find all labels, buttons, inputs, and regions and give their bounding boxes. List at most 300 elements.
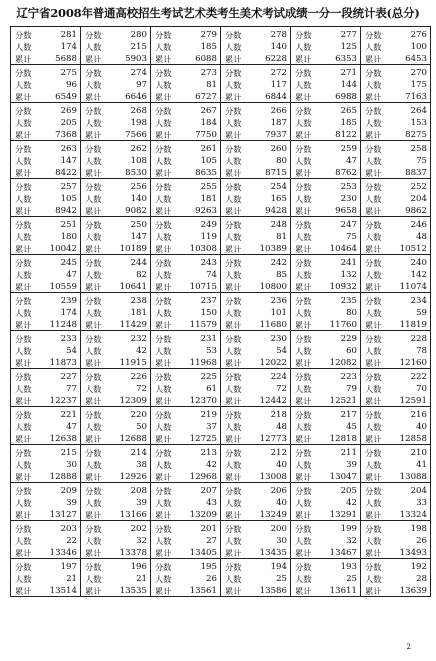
count-label: 人数	[225, 422, 242, 432]
score-cell	[291, 255, 361, 293]
count-value: 42	[346, 498, 357, 508]
count-line	[225, 459, 287, 471]
score-cell	[361, 521, 431, 559]
count-label: 人数	[85, 118, 102, 128]
score-line	[295, 295, 357, 307]
count-value: 187	[270, 118, 287, 128]
cumulative-line	[155, 585, 217, 597]
cumulative-line	[365, 433, 427, 445]
cumulative-line	[85, 281, 147, 293]
score-line	[295, 561, 357, 573]
count-label: 人数	[155, 422, 172, 432]
score-cell	[11, 65, 81, 103]
cumulative-label: 累计	[15, 282, 32, 292]
cumulative-line	[365, 319, 427, 331]
cumulative-label: 累计	[85, 282, 102, 292]
score-label: 分数	[155, 448, 172, 458]
cumulative-value: 8715	[265, 168, 287, 178]
cumulative-line	[365, 281, 427, 293]
count-line	[365, 79, 427, 91]
score-value: 193	[340, 562, 357, 572]
count-line	[155, 193, 217, 205]
count-label: 人数	[15, 346, 32, 356]
score-line	[365, 257, 427, 269]
cumulative-value: 11915	[119, 358, 147, 368]
count-value: 108	[130, 156, 147, 166]
score-value: 260	[270, 144, 287, 154]
cumulative-value: 12160	[399, 358, 427, 368]
score-value: 255	[200, 182, 217, 192]
score-label: 分数	[225, 524, 242, 534]
cumulative-value: 5688	[55, 54, 77, 64]
count-line	[85, 459, 147, 471]
count-line	[155, 117, 217, 129]
cumulative-line	[225, 357, 287, 369]
count-line	[225, 269, 287, 281]
count-line	[85, 307, 147, 319]
table-row	[11, 65, 431, 103]
count-value: 140	[270, 42, 287, 52]
cumulative-line	[15, 281, 77, 293]
cumulative-label: 累计	[155, 548, 172, 558]
cumulative-value: 10308	[189, 244, 217, 254]
count-value: 25	[346, 574, 357, 584]
score-label: 分数	[295, 562, 312, 572]
score-label: 分数	[155, 486, 172, 496]
score-line	[365, 105, 427, 117]
cumulative-line	[295, 129, 357, 141]
score-value: 226	[130, 372, 147, 382]
count-value: 181	[200, 194, 217, 204]
count-label: 人数	[15, 194, 32, 204]
count-line	[155, 459, 217, 471]
score-cell	[291, 559, 361, 597]
score-value: 249	[200, 220, 217, 230]
cumulative-value: 12370	[189, 396, 217, 406]
score-cell	[291, 483, 361, 521]
score-value: 248	[270, 220, 287, 230]
score-value: 239	[60, 296, 77, 306]
score-cell	[221, 141, 291, 179]
table-row	[11, 255, 431, 293]
count-line	[225, 307, 287, 319]
cumulative-value: 10464	[329, 244, 357, 254]
score-value: 194	[270, 562, 287, 572]
cumulative-label: 累计	[295, 510, 312, 520]
score-line	[155, 485, 217, 497]
score-cell	[151, 521, 221, 559]
score-cell	[11, 27, 81, 65]
count-value: 54	[276, 346, 287, 356]
count-line	[365, 41, 427, 53]
score-cell	[361, 65, 431, 103]
cumulative-line	[295, 585, 357, 597]
cumulative-value: 11579	[189, 320, 217, 330]
count-line	[15, 193, 77, 205]
count-value: 32	[346, 536, 357, 546]
count-label: 人数	[85, 194, 102, 204]
score-value: 227	[60, 372, 77, 382]
cumulative-value: 8837	[405, 168, 427, 178]
count-value: 82	[136, 270, 147, 280]
cumulative-label: 累计	[85, 92, 102, 102]
count-label: 人数	[295, 574, 312, 584]
score-value: 263	[60, 144, 77, 154]
score-cell	[81, 27, 151, 65]
score-label: 分数	[365, 220, 382, 230]
count-line	[85, 383, 147, 395]
score-line	[155, 143, 217, 155]
cumulative-line	[225, 53, 287, 65]
cumulative-line	[15, 129, 77, 141]
count-value: 61	[206, 384, 217, 394]
cumulative-value: 7566	[125, 130, 147, 140]
score-cell	[11, 217, 81, 255]
score-label: 分数	[225, 562, 242, 572]
cumulative-line	[225, 319, 287, 331]
score-label: 分数	[225, 334, 242, 344]
cumulative-label: 累计	[225, 282, 242, 292]
score-label: 分数	[155, 410, 172, 420]
score-cell	[361, 331, 431, 369]
score-label: 分数	[295, 68, 312, 78]
cumulative-value: 13209	[189, 510, 217, 520]
count-label: 人数	[15, 308, 32, 318]
cumulative-label: 累计	[365, 510, 382, 520]
cumulative-value: 7750	[195, 130, 217, 140]
score-cell	[81, 179, 151, 217]
cumulative-line	[365, 205, 427, 217]
score-label: 分数	[365, 144, 382, 154]
count-value: 180	[60, 232, 77, 242]
score-cell	[11, 331, 81, 369]
count-value: 97	[136, 80, 147, 90]
score-label: 分数	[225, 30, 242, 40]
cumulative-value: 9263	[195, 206, 217, 216]
score-value: 213	[200, 448, 217, 458]
score-line	[295, 29, 357, 41]
score-line	[365, 181, 427, 193]
score-cell	[221, 445, 291, 483]
count-value: 27	[206, 536, 217, 546]
count-label: 人数	[15, 156, 32, 166]
count-label: 人数	[15, 384, 32, 394]
count-line	[225, 383, 287, 395]
cumulative-label: 累计	[155, 586, 172, 596]
count-line	[15, 421, 77, 433]
count-value: 147	[130, 232, 147, 242]
score-label: 分数	[155, 258, 172, 268]
count-value: 85	[276, 270, 287, 280]
count-value: 43	[206, 498, 217, 508]
score-value: 243	[200, 258, 217, 268]
score-cell	[151, 369, 221, 407]
score-cell	[81, 293, 151, 331]
score-line	[85, 485, 147, 497]
count-value: 174	[60, 42, 77, 52]
count-line	[155, 497, 217, 509]
count-line	[225, 193, 287, 205]
count-label: 人数	[365, 42, 382, 52]
score-line	[365, 333, 427, 345]
score-cell	[221, 255, 291, 293]
cumulative-line	[155, 357, 217, 369]
count-label: 人数	[155, 308, 172, 318]
count-label: 人数	[85, 422, 102, 432]
count-line	[155, 231, 217, 243]
score-label: 分数	[85, 220, 102, 230]
score-label: 分数	[15, 448, 32, 458]
count-value: 125	[340, 42, 357, 52]
count-line	[295, 269, 357, 281]
count-value: 100	[410, 42, 427, 52]
count-line	[295, 307, 357, 319]
cumulative-line	[155, 395, 217, 407]
cumulative-line	[225, 433, 287, 445]
score-value: 207	[200, 486, 217, 496]
score-line	[155, 29, 217, 41]
cumulative-line	[85, 129, 147, 141]
cumulative-line	[365, 547, 427, 559]
cumulative-value: 9082	[125, 206, 147, 216]
count-value: 153	[410, 118, 427, 128]
score-label: 分数	[155, 106, 172, 116]
count-value: 26	[416, 536, 427, 546]
score-value: 235	[340, 296, 357, 306]
cumulative-line	[85, 395, 147, 407]
score-line	[85, 143, 147, 155]
cumulative-label: 累计	[155, 130, 172, 140]
cumulative-value: 13127	[49, 510, 77, 520]
count-line	[15, 497, 77, 509]
score-value: 247	[340, 220, 357, 230]
score-value: 268	[130, 106, 147, 116]
count-line	[85, 231, 147, 243]
cumulative-value: 6988	[335, 92, 357, 102]
count-line	[15, 345, 77, 357]
score-value: 254	[270, 182, 287, 192]
count-label: 人数	[15, 536, 32, 546]
cumulative-label: 累计	[85, 472, 102, 482]
cumulative-label: 累计	[15, 206, 32, 216]
score-label: 分数	[295, 30, 312, 40]
cumulative-line	[155, 53, 217, 65]
score-value: 256	[130, 182, 147, 192]
score-label: 分数	[85, 68, 102, 78]
score-value: 262	[130, 144, 147, 154]
score-value: 205	[340, 486, 357, 496]
score-value: 197	[60, 562, 77, 572]
score-cell	[81, 141, 151, 179]
cumulative-label: 累计	[155, 434, 172, 444]
count-value: 117	[270, 80, 287, 90]
cumulative-line	[155, 281, 217, 293]
score-line	[155, 447, 217, 459]
score-cell	[81, 217, 151, 255]
count-line	[225, 497, 287, 509]
score-cell	[151, 331, 221, 369]
score-label: 分数	[225, 296, 242, 306]
count-value: 165	[270, 194, 287, 204]
score-label: 分数	[365, 562, 382, 572]
count-line	[365, 307, 427, 319]
cumulative-line	[155, 205, 217, 217]
count-value: 54	[66, 346, 77, 356]
count-line	[295, 421, 357, 433]
score-line	[85, 67, 147, 79]
score-label: 分数	[85, 258, 102, 268]
count-line	[155, 383, 217, 395]
count-value: 21	[136, 574, 147, 584]
score-label: 分数	[155, 562, 172, 572]
count-value: 204	[410, 194, 427, 204]
cumulative-label: 累计	[15, 168, 32, 178]
score-label: 分数	[365, 372, 382, 382]
cumulative-line	[365, 167, 427, 179]
cumulative-line	[295, 395, 357, 407]
count-line	[295, 41, 357, 53]
count-label: 人数	[365, 384, 382, 394]
count-value: 185	[200, 42, 217, 52]
count-label: 人数	[85, 384, 102, 394]
cumulative-value: 12082	[329, 358, 357, 368]
cumulative-line	[15, 53, 77, 65]
count-label: 人数	[155, 42, 172, 52]
score-label: 分数	[365, 296, 382, 306]
cumulative-label: 累计	[365, 396, 382, 406]
count-label: 人数	[155, 270, 172, 280]
count-value: 142	[410, 270, 427, 280]
score-cell	[361, 559, 431, 597]
count-label: 人数	[85, 156, 102, 166]
count-line	[295, 573, 357, 585]
count-label: 人数	[15, 270, 32, 280]
cumulative-line	[365, 395, 427, 407]
score-value: 237	[200, 296, 217, 306]
count-line	[85, 79, 147, 91]
score-label: 分数	[295, 334, 312, 344]
score-line	[15, 181, 77, 193]
score-value: 272	[270, 68, 287, 78]
score-line	[155, 181, 217, 193]
count-label: 人数	[295, 422, 312, 432]
count-label: 人数	[295, 308, 312, 318]
count-value: 175	[410, 80, 427, 90]
cumulative-label: 累计	[225, 206, 242, 216]
score-line	[295, 485, 357, 497]
score-line	[225, 409, 287, 421]
count-label: 人数	[85, 346, 102, 356]
cumulative-line	[15, 167, 77, 179]
score-line	[365, 523, 427, 535]
score-value: 250	[130, 220, 147, 230]
count-value: 60	[346, 346, 357, 356]
cumulative-label: 累计	[155, 396, 172, 406]
count-line	[85, 193, 147, 205]
count-line	[15, 307, 77, 319]
score-cell	[151, 255, 221, 293]
count-label: 人数	[295, 460, 312, 470]
cumulative-label: 累计	[365, 320, 382, 330]
cumulative-line	[85, 319, 147, 331]
score-cell	[361, 27, 431, 65]
score-line	[15, 257, 77, 269]
cumulative-line	[85, 243, 147, 255]
cumulative-value: 6646	[125, 92, 147, 102]
cumulative-label: 累计	[225, 320, 242, 330]
cumulative-label: 累计	[85, 396, 102, 406]
score-cell	[291, 521, 361, 559]
score-label: 分数	[155, 144, 172, 154]
score-label: 分数	[155, 334, 172, 344]
count-value: 185	[340, 118, 357, 128]
count-value: 42	[136, 346, 147, 356]
score-cell	[291, 179, 361, 217]
score-value: 195	[200, 562, 217, 572]
score-cell	[11, 559, 81, 597]
score-value: 218	[270, 410, 287, 420]
score-line	[295, 219, 357, 231]
count-label: 人数	[15, 422, 32, 432]
cumulative-line	[85, 471, 147, 483]
score-cell	[291, 407, 361, 445]
score-line	[295, 257, 357, 269]
count-label: 人数	[15, 498, 32, 508]
score-value: 257	[60, 182, 77, 192]
table-row	[11, 407, 431, 445]
cumulative-value: 12773	[259, 434, 287, 444]
count-label: 人数	[225, 346, 242, 356]
count-value: 48	[416, 232, 427, 242]
count-label: 人数	[295, 384, 312, 394]
count-label: 人数	[365, 536, 382, 546]
cumulative-line	[15, 91, 77, 103]
score-line	[225, 333, 287, 345]
score-label: 分数	[295, 524, 312, 534]
score-cell	[81, 445, 151, 483]
score-cell	[291, 103, 361, 141]
score-label: 分数	[85, 182, 102, 192]
count-label: 人数	[155, 536, 172, 546]
cumulative-label: 累计	[15, 320, 32, 330]
cumulative-value: 13405	[189, 548, 217, 558]
score-label: 分数	[85, 524, 102, 534]
score-cell	[81, 331, 151, 369]
score-value: 209	[60, 486, 77, 496]
cumulative-line	[295, 167, 357, 179]
count-line	[365, 573, 427, 585]
cumulative-label: 累计	[295, 434, 312, 444]
count-value: 80	[276, 156, 287, 166]
cumulative-label: 累计	[225, 358, 242, 368]
count-label: 人数	[15, 574, 32, 584]
score-cell	[361, 293, 431, 331]
cumulative-label: 累计	[295, 206, 312, 216]
score-value: 198	[410, 524, 427, 534]
score-label: 分数	[365, 486, 382, 496]
cumulative-value: 11680	[259, 320, 287, 330]
cumulative-label: 累计	[15, 358, 32, 368]
count-line	[295, 193, 357, 205]
cumulative-label: 累计	[295, 130, 312, 140]
score-label: 分数	[15, 524, 32, 534]
score-label: 分数	[225, 372, 242, 382]
count-label: 人数	[155, 232, 172, 242]
score-line	[365, 67, 427, 79]
cumulative-line	[295, 243, 357, 255]
score-value: 232	[130, 334, 147, 344]
cumulative-label: 累计	[365, 168, 382, 178]
